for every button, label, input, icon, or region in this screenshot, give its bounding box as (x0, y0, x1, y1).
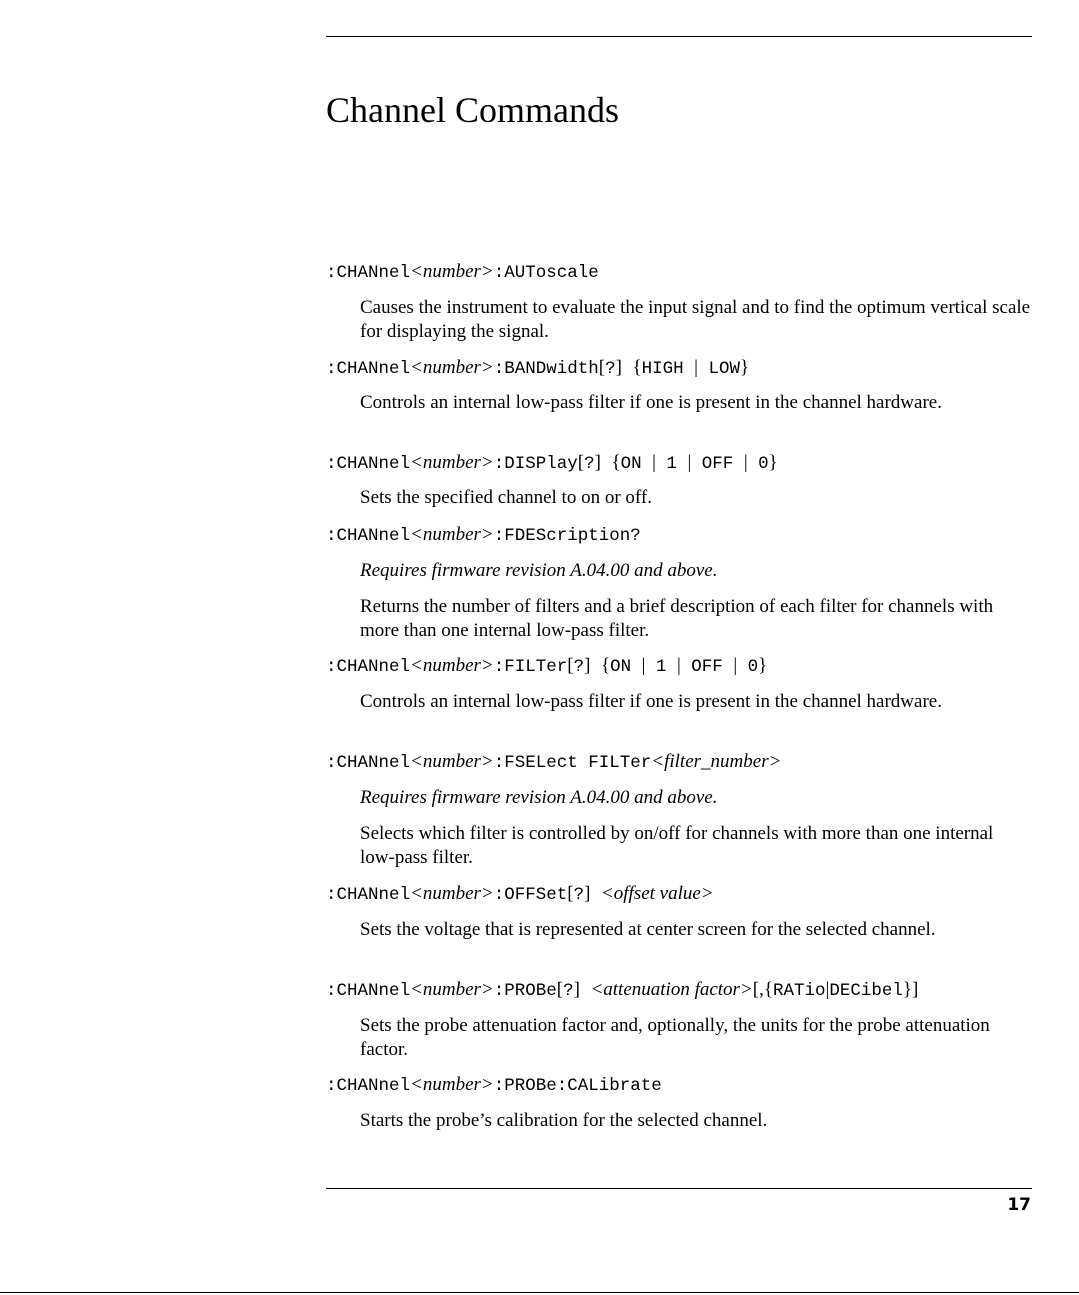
param-close-bracket: > (480, 979, 494, 1000)
query-close-bracket: ] (584, 883, 591, 904)
command-suffix: :FSELect FILTer (493, 753, 652, 773)
arg-close-bracket: > (700, 883, 714, 904)
query-open-bracket: [ (598, 357, 606, 378)
header-rule (326, 36, 1032, 37)
option-separator: | (825, 979, 830, 1000)
arg-open-bracket: < (600, 883, 614, 904)
option-on: ON (610, 657, 632, 677)
param-close-bracket: > (480, 1074, 494, 1095)
command-display (326, 452, 778, 475)
command-suffix: :AUToscale (493, 263, 599, 283)
arg-name: filter_number (664, 751, 769, 772)
query-mark: ? (573, 885, 585, 905)
option-off: OFF (701, 454, 734, 474)
option-separator: | (641, 655, 646, 676)
arg-open-bracket: < (590, 979, 604, 1000)
firmware-note: Requires firmware revision A.04.00 and above. (360, 560, 718, 581)
param-open-bracket: < (410, 452, 423, 473)
command-probe (326, 979, 918, 1002)
command-prefix: :CHANnel (326, 263, 411, 283)
param-open-bracket: < (410, 524, 423, 545)
command-description: Causes the instrument to evaluate the input signal and to find the optimum vertical scale for displaying the signal. (360, 297, 1031, 342)
command-fselect (326, 751, 781, 774)
query-open-bracket: [ (556, 979, 564, 1000)
param-open-bracket: < (410, 751, 423, 772)
command-suffix: :OFFSet (493, 885, 568, 905)
brace-open: { (600, 655, 611, 676)
param-open-bracket: < (410, 261, 423, 282)
optional-close: }] (902, 979, 919, 1000)
command-suffix: :PROBe:CALibrate (493, 1076, 662, 1096)
query-close-bracket: ] (573, 979, 580, 1000)
option-separator: | (676, 655, 681, 676)
command-prefix: :CHANnel (326, 526, 411, 546)
option-1: 1 (666, 454, 677, 474)
query-open-bracket: [ (567, 655, 574, 676)
footer-rule (326, 1188, 1032, 1189)
param-open-bracket: < (410, 655, 423, 676)
param-name: number (422, 1074, 481, 1095)
command-suffix: :FDEScription? (493, 526, 641, 546)
param-name: number (422, 261, 481, 282)
param-name: number (422, 524, 481, 545)
param-name: number (422, 883, 481, 904)
command-suffix: :BANDwidth (493, 359, 599, 379)
command-description: Sets the voltage that is represented at center screen for the selected channel. (360, 919, 936, 940)
option-low: LOW (708, 359, 740, 379)
query-open-bracket: [ (577, 452, 585, 473)
param-close-bracket: > (480, 655, 494, 676)
option-off: OFF (691, 657, 723, 677)
command-prefix: :CHANnel (326, 885, 411, 905)
param-close-bracket: > (480, 452, 494, 473)
option-separator: | (687, 452, 692, 473)
command-suffix: :DISPlay (493, 454, 578, 474)
brace-close: } (758, 655, 768, 676)
arg-close-bracket: > (739, 979, 753, 1000)
command-offset (326, 883, 714, 906)
param-name: number (422, 979, 481, 1000)
command-prefix: :CHANnel (326, 981, 411, 1001)
command-description: Controls an internal low-pass filter if one is present in the channel hardware. (360, 392, 942, 413)
param-name: number (422, 751, 481, 772)
query-close-bracket: ] (584, 655, 591, 676)
command-description: Selects which filter is controlled by on/off for channels with more than one internal low-pass filter. (360, 823, 994, 868)
option-on: ON (620, 454, 642, 474)
command-suffix: :PROBe (493, 981, 557, 1001)
arg-name: offset value (613, 883, 701, 904)
brace-open: { (611, 452, 621, 473)
command-description: Sets the specified channel to on or off. (360, 487, 652, 508)
command-autoscale (326, 261, 599, 284)
brace-open: { (632, 357, 642, 378)
param-close-bracket: > (480, 261, 494, 282)
option-separator: | (652, 452, 656, 473)
param-open-bracket: < (410, 1074, 423, 1095)
param-name: number (422, 452, 481, 473)
command-description: Returns the number of filters and a brief description of each filter for channels with more than one internal low-pass filter. (360, 596, 994, 641)
option-ratio: RATio (772, 981, 826, 1001)
query-close-bracket: ] (615, 357, 622, 378)
option-1: 1 (655, 657, 667, 677)
param-open-bracket: < (410, 883, 423, 904)
param-close-bracket: > (480, 883, 494, 904)
command-prefix: :CHANnel (326, 454, 411, 474)
command-bandwidth (326, 357, 749, 380)
query-mark: ? (573, 657, 585, 677)
command-prefix: :CHANnel (326, 359, 411, 379)
param-close-bracket: > (480, 751, 494, 772)
command-fdescription (326, 524, 641, 547)
command-filter (326, 655, 767, 678)
command-prefix: :CHANnel (326, 753, 411, 773)
param-close-bracket: > (480, 524, 494, 545)
option-separator: | (743, 452, 748, 473)
firmware-note: Requires firmware revision A.04.00 and above. (360, 787, 718, 808)
query-mark: ? (605, 359, 616, 379)
command-description: Sets the probe attenuation factor and, optionally, the units for the probe attenuation factor. (360, 1015, 990, 1060)
brace-close: } (739, 357, 750, 378)
query-mark: ? (563, 981, 574, 1001)
option-high: HIGH (641, 359, 684, 379)
option-decibel: DECibel (829, 981, 903, 1001)
command-probe-calibrate (326, 1074, 662, 1097)
command-suffix: :FILTer (493, 657, 568, 677)
param-name: number (422, 357, 481, 378)
arg-close-bracket: > (768, 751, 782, 772)
brace-close: } (768, 452, 778, 473)
command-prefix: :CHANnel (326, 657, 411, 677)
param-close-bracket: > (480, 357, 494, 378)
option-0: 0 (758, 454, 769, 474)
arg-open-bracket: < (651, 751, 665, 772)
command-prefix: :CHANnel (326, 1076, 411, 1096)
command-description: Starts the probe’s calibration for the selected channel. (360, 1110, 768, 1131)
query-open-bracket: [ (567, 883, 574, 904)
arg-name: attenuation factor (603, 979, 740, 1000)
page-title: Channel Commands (326, 90, 619, 130)
page-edge-rule (0, 1292, 1079, 1293)
page-number: 17 (1007, 1195, 1031, 1215)
param-name: number (422, 655, 481, 676)
param-open-bracket: < (410, 979, 423, 1000)
option-separator: | (733, 655, 738, 676)
option-separator: | (694, 357, 698, 378)
query-mark: ? (584, 454, 595, 474)
command-description: Controls an internal low-pass filter if one is present in the channel hardware. (360, 691, 942, 712)
param-open-bracket: < (410, 357, 423, 378)
option-0: 0 (747, 657, 759, 677)
query-close-bracket: ] (594, 452, 601, 473)
optional-open: [,{ (752, 979, 773, 1000)
